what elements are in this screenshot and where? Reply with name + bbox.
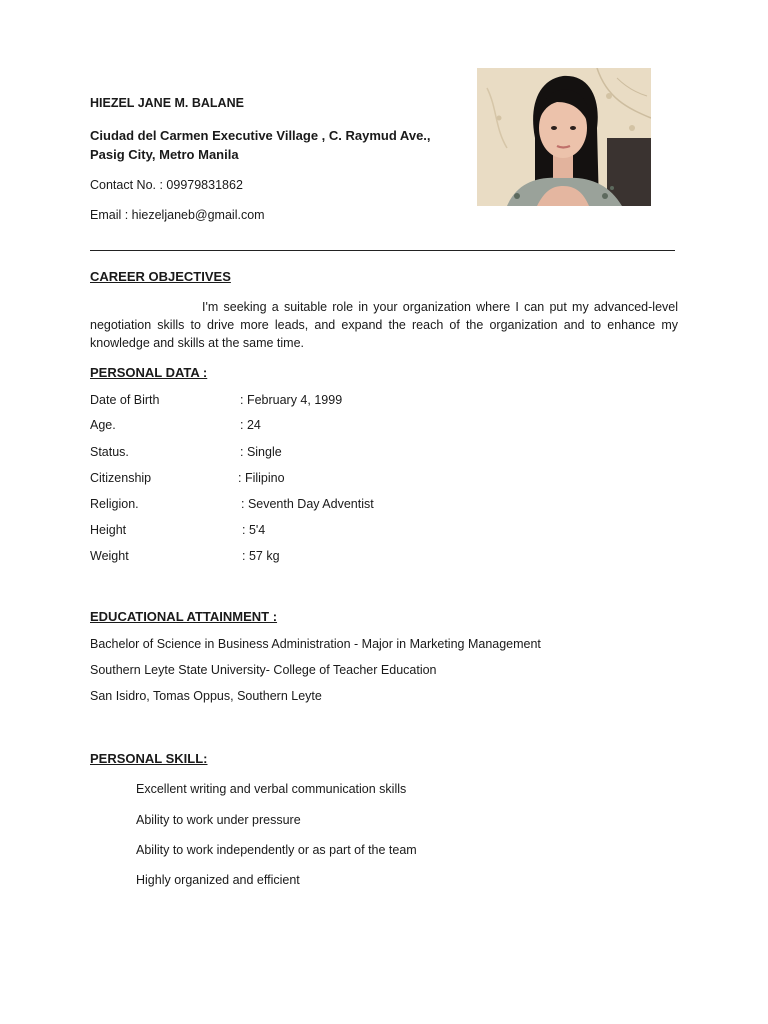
personal-data-heading: PERSONAL DATA : (90, 365, 208, 380)
contact-number: Contact No. : 09979831862 (90, 178, 243, 192)
personal-data-row (90, 393, 490, 411)
personal-data-value: : 57 kg (242, 549, 280, 563)
skill-item: Highly organized and efficient (136, 873, 300, 887)
address-line-2: Pasig City, Metro Manila (90, 147, 239, 162)
personal-data-value: : February 4, 1999 (240, 393, 343, 407)
education-location: San Isidro, Tomas Oppus, Southern Leyte (90, 689, 322, 703)
personal-data-label: Height (90, 523, 127, 537)
skill-item: Excellent writing and verbal communication skills (136, 782, 407, 796)
personal-data-value: : Filipino (238, 471, 285, 485)
skill-item: Ability to work under pressure (136, 813, 301, 827)
personal-data-row (90, 523, 490, 541)
personal-data-label: Citizenship (90, 471, 152, 485)
skill-item: Ability to work independently or as part of the team (136, 843, 417, 857)
education-heading: EDUCATIONAL ATTAINMENT : (90, 609, 278, 624)
personal-data-value: : Single (240, 445, 282, 459)
section-divider (90, 250, 675, 251)
personal-data-label: Weight (90, 549, 129, 563)
education-school: Southern Leyte State University- College of Teacher Education (90, 663, 437, 677)
personal-data-row (90, 471, 490, 489)
personal-data-label: Age. (90, 418, 116, 432)
personal-data-value: : 24 (240, 418, 261, 432)
personal-data-label: Status. (90, 445, 129, 459)
personal-data-row (90, 418, 490, 436)
address-line-1: Ciudad del Carmen Executive Village , C. Raymud Ave., (90, 128, 431, 143)
personal-data-label: Date of Birth (90, 393, 160, 407)
education-degree: Bachelor of Science in Business Administration - Major in Marketing Management (90, 637, 541, 651)
career-objectives-heading: CAREER OBJECTIVES (90, 269, 231, 284)
personal-data-label: Religion. (90, 497, 139, 511)
personal-skill-heading: PERSONAL SKILL: (90, 751, 208, 766)
personal-data-row (90, 497, 490, 515)
personal-data-value: : Seventh Day Adventist (241, 497, 374, 511)
career-objectives-text: I'm seeking a suitable role in your organization where I can put my advanced-level negotiation skills to drive more leads, and expand the reach of the organization and to enhance my knowledge and skills at the same time. (90, 300, 678, 350)
personal-data-value: : 5'4 (242, 523, 266, 537)
applicant-name: HIEZEL JANE M. BALANE (90, 96, 244, 110)
profile-photo (477, 68, 651, 206)
personal-data-row (90, 549, 490, 567)
personal-data-row (90, 445, 490, 463)
email-address: Email : hiezeljaneb@gmail.com (90, 208, 265, 222)
